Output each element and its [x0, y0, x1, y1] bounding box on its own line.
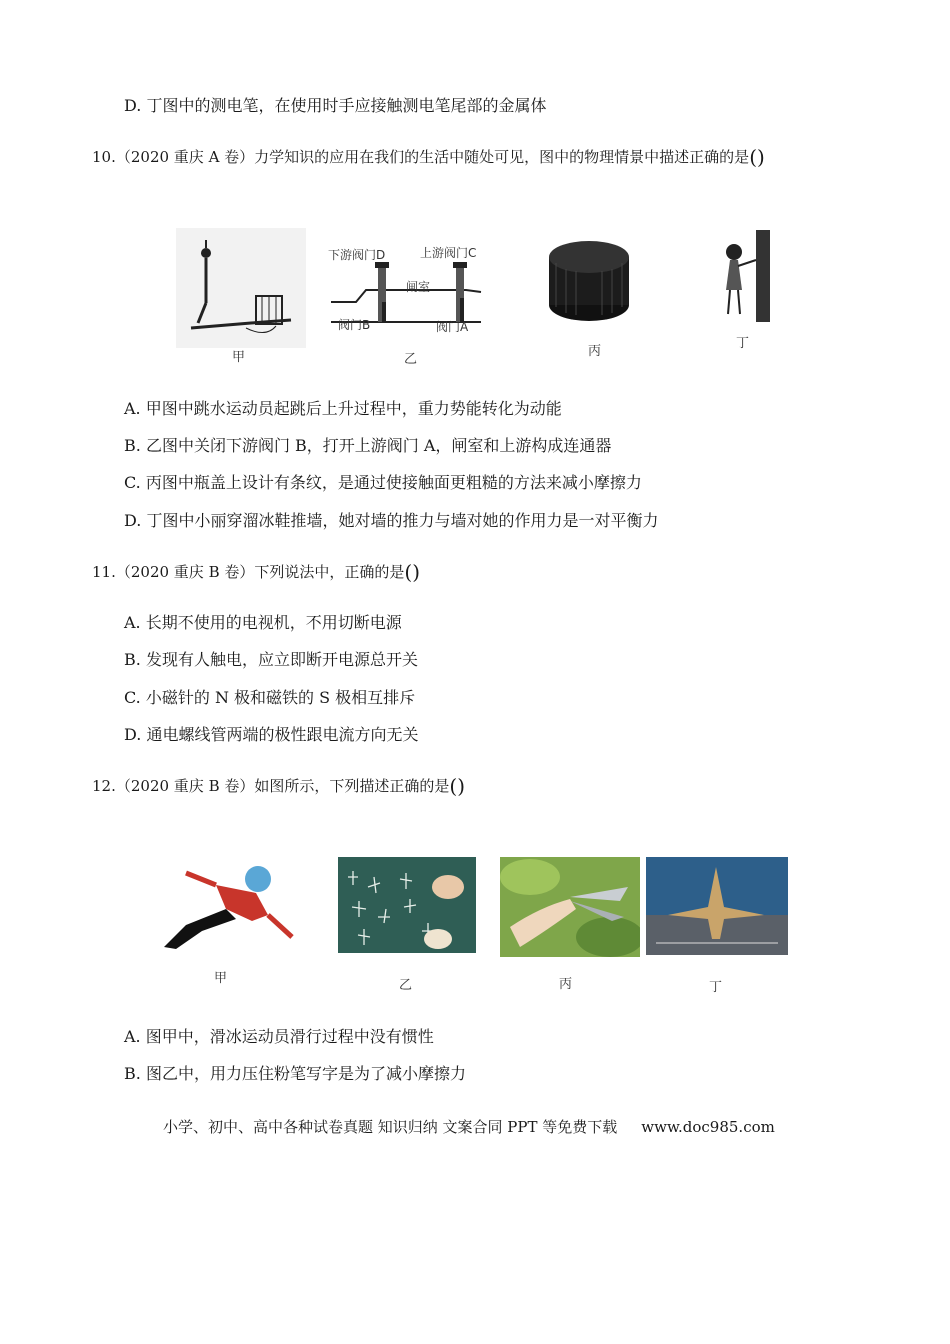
option-text: 小磁针的 N 极和磁铁的 S 极相互排斥	[145, 688, 416, 707]
option-letter: B.	[124, 436, 141, 455]
figure-caption-yi: 乙	[399, 978, 413, 993]
question-text: 下列说法中，正确的是	[254, 563, 405, 581]
option-letter: C.	[124, 473, 141, 492]
option-letter: B.	[124, 650, 141, 669]
option-letter: A.	[124, 613, 141, 632]
answer-blank: ()	[404, 560, 420, 584]
option-text: 甲图中跳水运动员起跳后上升过程中，重力势能转化为动能	[145, 399, 562, 418]
option-text: 丁图中小丽穿溜冰鞋推墙，她对墙的推力与墙对她的作用力是一对平衡力	[146, 511, 659, 530]
q11-option-a	[124, 610, 402, 633]
figure-caption-yi: 乙	[404, 352, 418, 367]
option-text: 长期不使用的电视机，不用切断电源	[145, 613, 402, 632]
option-letter: A.	[124, 399, 141, 418]
option-text: 丁图中的测电笔，在使用时手应接触测电笔尾部的金属体	[146, 96, 547, 115]
option-text: 图甲中，滑冰运动员滑行过程中没有惯性	[145, 1027, 434, 1046]
question-source: （2020 重庆 B 卷）	[115, 563, 255, 581]
figure-caption-bing: 丙	[559, 977, 573, 992]
q11-option-b	[124, 647, 418, 670]
figure-caption-ding: 丁	[736, 336, 750, 351]
answer-blank: ()	[749, 145, 765, 169]
option-text: 丙图中瓶盖上设计有条纹，是通过使接触面更粗糙的方法来减小摩擦力	[145, 473, 642, 492]
footer-link[interactable]: www.doc985.com	[641, 1118, 775, 1136]
footer-text: 小学、初中、高中各种试卷真题 知识归纳 文案合同 PPT 等免费下载	[163, 1118, 618, 1136]
q11-option-d	[124, 722, 418, 745]
question-12-stem	[92, 775, 465, 796]
question-11-stem	[92, 561, 420, 582]
chalkboard-writing-photo	[338, 857, 476, 953]
gate-b-label: 阀门B	[338, 318, 371, 332]
lower-gate-d-label: 下游阀门D	[328, 248, 386, 262]
option-letter: B.	[124, 1064, 141, 1083]
question-source: （2020 重庆 B 卷）	[115, 777, 255, 795]
option-letter: D.	[124, 96, 142, 115]
gate-a-label: 阀门A	[436, 320, 469, 334]
q11-option-c	[124, 685, 415, 708]
option-text: 发现有人触电，应立即断开电源总开关	[145, 650, 418, 669]
option-letter: D.	[124, 511, 142, 530]
diver-illustration	[176, 228, 306, 348]
option-letter: A.	[124, 1027, 141, 1046]
q10-option-a	[124, 396, 562, 419]
option-text: 图乙中，用力压住粉笔写字是为了减小摩擦力	[145, 1064, 466, 1083]
girl-pushing-wall-illustration	[716, 230, 772, 326]
question-10-figure	[176, 228, 776, 368]
q12-option-a	[124, 1024, 434, 1047]
q9-option-d	[124, 93, 546, 116]
figure-caption-bing: 丙	[588, 344, 602, 359]
q10-option-b	[124, 433, 611, 456]
question-number: 11.	[92, 563, 116, 581]
question-number: 10.	[92, 148, 116, 166]
question-text: 力学知识的应用在我们的生活中随处可见，图中的物理情景中描述正确的是	[254, 148, 750, 166]
q12-option-b	[124, 1061, 466, 1084]
q10-option-c	[124, 470, 642, 493]
upper-gate-c-label: 上游阀门C	[420, 246, 477, 260]
question-source: （2020 重庆 A 卷）	[115, 148, 255, 166]
speed-skater-photo	[156, 855, 302, 951]
figure-caption-jia: 甲	[214, 971, 228, 986]
question-12-figure	[156, 855, 792, 995]
question-number: 12.	[92, 777, 116, 795]
figure-caption-jia: 甲	[232, 350, 246, 365]
lock-chamber-label: 闸室	[406, 280, 431, 294]
figure-caption-ding: 丁	[709, 980, 723, 995]
question-text: 如图所示，下列描述正确的是	[254, 777, 450, 795]
option-text: 通电螺线管两端的极性跟电流方向无关	[146, 725, 419, 744]
option-text: 乙图中关闭下游阀门 B，打开上游阀门 A，闸室和上游构成连通器	[145, 436, 612, 455]
answer-blank: ()	[449, 774, 465, 798]
fighter-jet-carrier-photo	[646, 857, 788, 955]
q10-option-d	[124, 508, 658, 531]
option-letter: D.	[124, 725, 142, 744]
question-10-stem	[92, 146, 765, 167]
bottle-cap-photo	[544, 233, 634, 328]
pruning-shears-photo	[500, 857, 640, 957]
option-letter: C.	[124, 688, 141, 707]
page-footer	[163, 1116, 775, 1137]
